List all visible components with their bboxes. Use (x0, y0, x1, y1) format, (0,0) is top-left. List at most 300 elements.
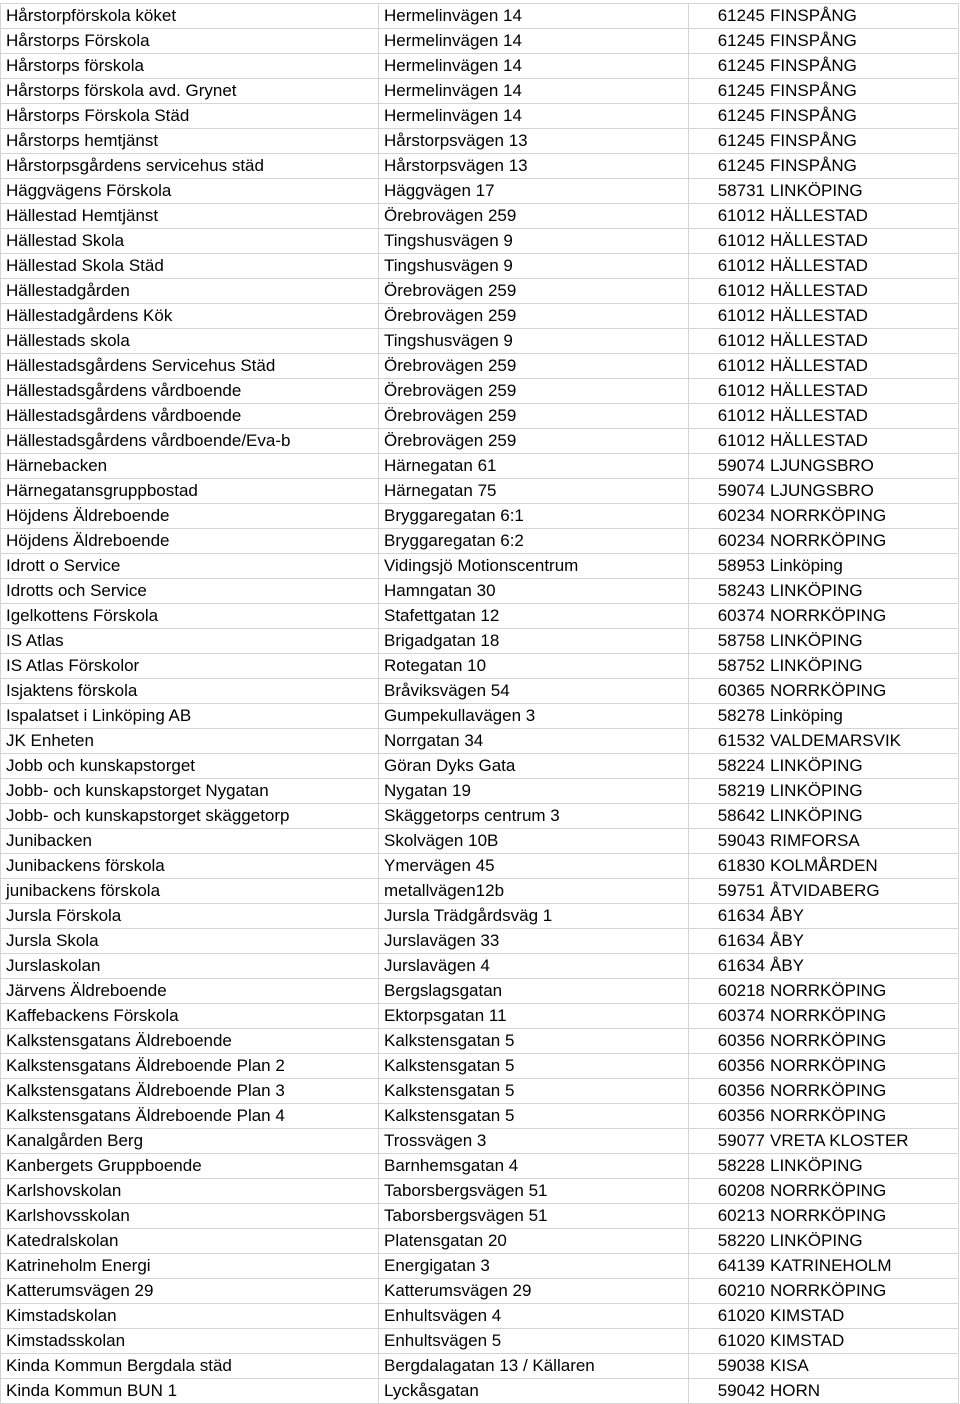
organization-name-cell: Hårstorps förskola (1, 54, 379, 79)
table-row (1, 79, 959, 104)
postal-code: 61830 (717, 856, 765, 875)
postal-code: 61245 (717, 56, 765, 75)
postal-address-cell (689, 379, 959, 404)
postal-code: 58953 (717, 556, 765, 575)
postal-code: 58278 (717, 706, 765, 725)
table-row (1, 54, 959, 79)
city-name: HÄLLESTAD (770, 206, 868, 225)
city-name: FINSPÅNG (770, 6, 857, 25)
organization-name-cell: Kanalgården Berg (1, 1129, 379, 1154)
street-address-cell: Örebrovägen 259 (379, 304, 689, 329)
city-name: FINSPÅNG (770, 56, 857, 75)
city-name: HÄLLESTAD (770, 406, 868, 425)
city-name: HÄLLESTAD (770, 381, 868, 400)
city-name: NORRKÖPING (770, 506, 887, 525)
city-name: NORRKÖPING (770, 1206, 887, 1225)
city-name: NORRKÖPING (770, 1181, 887, 1200)
postal-code: 61012 (717, 331, 765, 350)
postal-address-cell (689, 429, 959, 454)
postal-address-cell (689, 279, 959, 304)
postal-code: 60234 (717, 531, 765, 550)
city-name: FINSPÅNG (770, 31, 857, 50)
street-address-cell: Katterumsvägen 29 (379, 1279, 689, 1304)
postal-code: 61020 (717, 1331, 765, 1350)
table-row (1, 379, 959, 404)
organization-name-cell: Hällestadsgårdens Servicehus Städ (1, 354, 379, 379)
postal-code: 60234 (717, 506, 765, 525)
postal-address-cell (689, 1054, 959, 1079)
city-name: LINKÖPING (770, 581, 863, 600)
postal-code: 58224 (717, 756, 765, 775)
city-name: FINSPÅNG (770, 106, 857, 125)
city-name: HÄLLESTAD (770, 256, 868, 275)
organization-name-cell: junibackens förskola (1, 879, 379, 904)
postal-address-cell (689, 929, 959, 954)
postal-address-cell (689, 679, 959, 704)
table-row (1, 654, 959, 679)
postal-code: 58752 (717, 656, 765, 675)
organization-name-cell: Kanbergets Gruppboende (1, 1154, 379, 1179)
organization-name-cell: Kimstadsskolan (1, 1329, 379, 1354)
postal-code: 61012 (717, 231, 765, 250)
street-address-cell: Nygatan 19 (379, 779, 689, 804)
organization-name-cell: Hällestads skola (1, 329, 379, 354)
organization-name-cell: Jursla Förskola (1, 904, 379, 929)
postal-code: 59042 (717, 1381, 765, 1400)
table-row (1, 1229, 959, 1254)
organization-name-cell: Hårstorps Förskola Städ (1, 104, 379, 129)
organization-name-cell: Hällestadgårdens Kök (1, 304, 379, 329)
postal-code: 58758 (717, 631, 765, 650)
postal-address-cell (689, 1254, 959, 1279)
table-row (1, 429, 959, 454)
street-address-cell: Örebrovägen 259 (379, 204, 689, 229)
street-address-cell: Trossvägen 3 (379, 1129, 689, 1154)
postal-code: 58642 (717, 806, 765, 825)
postal-code: 60356 (717, 1081, 765, 1100)
organization-name-cell: Idrott o Service (1, 554, 379, 579)
table-row (1, 1029, 959, 1054)
organization-name-cell: Jobb- och kunskapstorget Nygatan (1, 779, 379, 804)
street-address-cell: Örebrovägen 259 (379, 379, 689, 404)
organization-name-cell: Kalkstensgatans Äldreboende (1, 1029, 379, 1054)
city-name: LINKÖPING (770, 181, 863, 200)
street-address-cell: Bryggaregatan 6:2 (379, 529, 689, 554)
table-row (1, 579, 959, 604)
postal-code: 61020 (717, 1306, 765, 1325)
postal-code: 60374 (717, 606, 765, 625)
street-address-cell: Jurslavägen 33 (379, 929, 689, 954)
city-name: HÄLLESTAD (770, 281, 868, 300)
table-row (1, 854, 959, 879)
street-address-cell: Bergslagsgatan (379, 979, 689, 1004)
table-row (1, 1304, 959, 1329)
postal-address-cell (689, 1329, 959, 1354)
table-row (1, 1329, 959, 1354)
postal-address-cell (689, 1229, 959, 1254)
street-address-cell: Kalkstensgatan 5 (379, 1054, 689, 1079)
city-name: HÄLLESTAD (770, 331, 868, 350)
postal-address-cell (689, 1004, 959, 1029)
table-row (1, 1129, 959, 1154)
postal-address-cell (689, 829, 959, 854)
postal-code: 60218 (717, 981, 765, 1000)
table-row (1, 929, 959, 954)
organization-name-cell: Jurslaskolan (1, 954, 379, 979)
postal-code: 61245 (717, 156, 765, 175)
postal-address-cell (689, 604, 959, 629)
table-row (1, 679, 959, 704)
organization-name-cell: Hällestadgården (1, 279, 379, 304)
organization-name-cell: Hällestad Hemtjänst (1, 204, 379, 229)
table-row (1, 154, 959, 179)
organization-name-cell: Karlshovsskolan (1, 1204, 379, 1229)
organization-name-cell: Kimstadskolan (1, 1304, 379, 1329)
street-address-cell: Härnegatan 61 (379, 454, 689, 479)
street-address-cell: metallvägen12b (379, 879, 689, 904)
city-name: NORRKÖPING (770, 681, 887, 700)
postal-code: 58220 (717, 1231, 765, 1250)
street-address-cell: Härnegatan 75 (379, 479, 689, 504)
postal-address-cell (689, 329, 959, 354)
postal-address-cell (689, 979, 959, 1004)
table-row (1, 254, 959, 279)
street-address-cell: Energigatan 3 (379, 1254, 689, 1279)
street-address-cell: Skolvägen 10B (379, 829, 689, 854)
postal-code: 60356 (717, 1031, 765, 1050)
street-address-cell: Örebrovägen 259 (379, 429, 689, 454)
street-address-cell: Hermelinvägen 14 (379, 29, 689, 54)
city-name: NORRKÖPING (770, 1056, 887, 1075)
table-row (1, 879, 959, 904)
organization-name-cell: Kalkstensgatans Äldreboende Plan 4 (1, 1104, 379, 1129)
postal-address-cell (689, 354, 959, 379)
postal-address-cell (689, 179, 959, 204)
table-row (1, 529, 959, 554)
table-row (1, 129, 959, 154)
street-address-cell: Göran Dyks Gata (379, 754, 689, 779)
postal-address-cell (689, 904, 959, 929)
city-name: LJUNGSBRO (770, 456, 874, 475)
table-row (1, 804, 959, 829)
organization-name-cell: Hårstorps hemtjänst (1, 129, 379, 154)
city-name: NORRKÖPING (770, 1281, 887, 1300)
postal-code: 60365 (717, 681, 765, 700)
city-name: FINSPÅNG (770, 81, 857, 100)
table-row (1, 704, 959, 729)
postal-code: 60356 (717, 1056, 765, 1075)
postal-address-cell (689, 404, 959, 429)
city-name: HÄLLESTAD (770, 306, 868, 325)
organization-name-cell: Härnebacken (1, 454, 379, 479)
street-address-cell: Kalkstensgatan 5 (379, 1079, 689, 1104)
postal-code: 61012 (717, 281, 765, 300)
table-row (1, 829, 959, 854)
postal-address-cell (689, 1204, 959, 1229)
organization-name-cell: Hällestadsgårdens vårdboende/Eva-b (1, 429, 379, 454)
postal-address-cell (689, 4, 959, 29)
address-table-body (1, 4, 959, 1404)
street-address-cell: Bråviksvägen 54 (379, 679, 689, 704)
table-row (1, 729, 959, 754)
postal-address-cell (689, 629, 959, 654)
table-row (1, 1204, 959, 1229)
street-address-cell: Skäggetorps centrum 3 (379, 804, 689, 829)
street-address-cell: Enhultsvägen 5 (379, 1329, 689, 1354)
postal-address-cell (689, 1129, 959, 1154)
table-row (1, 779, 959, 804)
postal-address-cell (689, 1079, 959, 1104)
postal-address-cell (689, 254, 959, 279)
postal-code: 60210 (717, 1281, 765, 1300)
table-row (1, 1254, 959, 1279)
organization-name-cell: Häggvägens Förskola (1, 179, 379, 204)
table-row (1, 354, 959, 379)
postal-code: 61532 (717, 731, 765, 750)
postal-address-cell (689, 1304, 959, 1329)
postal-code: 64139 (717, 1256, 765, 1275)
table-row (1, 279, 959, 304)
postal-code: 61634 (717, 906, 765, 925)
table-row (1, 329, 959, 354)
city-name: LINKÖPING (770, 781, 863, 800)
organization-name-cell: Järvens Äldreboende (1, 979, 379, 1004)
city-name: VRETA KLOSTER (770, 1131, 909, 1150)
city-name: ÅBY (770, 956, 805, 975)
table-row (1, 1104, 959, 1129)
city-name: ÅTVIDABERG (770, 881, 880, 900)
city-name: KIMSTAD (770, 1306, 845, 1325)
city-name: HÄLLESTAD (770, 231, 868, 250)
postal-code: 59751 (717, 881, 765, 900)
table-row (1, 604, 959, 629)
postal-code: 59043 (717, 831, 765, 850)
city-name: HÄLLESTAD (770, 356, 868, 375)
city-name: RIMFORSA (770, 831, 860, 850)
table-row (1, 1079, 959, 1104)
street-address-cell: Jurslavägen 4 (379, 954, 689, 979)
postal-code: 58228 (717, 1156, 765, 1175)
street-address-cell: Vidingsjö Motionscentrum (379, 554, 689, 579)
street-address-cell: Tingshusvägen 9 (379, 329, 689, 354)
street-address-cell: Rotegatan 10 (379, 654, 689, 679)
city-name: NORRKÖPING (770, 1031, 887, 1050)
postal-address-cell (689, 504, 959, 529)
city-name: KISA (770, 1356, 809, 1375)
postal-code: 61012 (717, 431, 765, 450)
street-address-cell: Hermelinvägen 14 (379, 104, 689, 129)
city-name: LINKÖPING (770, 756, 863, 775)
table-row (1, 629, 959, 654)
postal-code: 60356 (717, 1106, 765, 1125)
street-address-cell: Taborsbergsvägen 51 (379, 1204, 689, 1229)
organization-name-cell: Junibacken (1, 829, 379, 854)
city-name: KIMSTAD (770, 1331, 845, 1350)
organization-name-cell: JK Enheten (1, 729, 379, 754)
city-name: LINKÖPING (770, 631, 863, 650)
postal-code: 59038 (717, 1356, 765, 1375)
street-address-cell: Lyckåsgatan (379, 1379, 689, 1404)
postal-address-cell (689, 1379, 959, 1404)
organization-name-cell: Hällestad Skola (1, 229, 379, 254)
postal-address-cell (689, 954, 959, 979)
street-address-cell: Häggvägen 17 (379, 179, 689, 204)
table-row (1, 4, 959, 29)
table-row (1, 304, 959, 329)
city-name: HORN (770, 1381, 821, 1400)
street-address-cell: Örebrovägen 259 (379, 404, 689, 429)
city-name: NORRKÖPING (770, 981, 887, 1000)
postal-code: 61245 (717, 131, 765, 150)
organization-name-cell: IS Atlas (1, 629, 379, 654)
postal-address-cell (689, 304, 959, 329)
table-row (1, 1279, 959, 1304)
street-address-cell: Brigadgatan 18 (379, 629, 689, 654)
street-address-cell: Enhultsvägen 4 (379, 1304, 689, 1329)
table-row (1, 1179, 959, 1204)
street-address-cell: Hårstorpsvägen 13 (379, 129, 689, 154)
organization-name-cell: Jobb- och kunskapstorget skäggetorp (1, 804, 379, 829)
postal-address-cell (689, 704, 959, 729)
organization-name-cell: Hårstorpsgårdens servicehus städ (1, 154, 379, 179)
table-row (1, 29, 959, 54)
postal-address-cell (689, 804, 959, 829)
organization-name-cell: Katrineholm Energi (1, 1254, 379, 1279)
postal-code: 60374 (717, 1006, 765, 1025)
city-name: LJUNGSBRO (770, 481, 874, 500)
postal-address-cell (689, 1154, 959, 1179)
table-row (1, 504, 959, 529)
table-row (1, 104, 959, 129)
city-name: LINKÖPING (770, 1156, 863, 1175)
city-name: HÄLLESTAD (770, 431, 868, 450)
city-name: NORRKÖPING (770, 1106, 887, 1125)
organization-name-cell: Isjaktens förskola (1, 679, 379, 704)
postal-address-cell (689, 54, 959, 79)
organization-name-cell: Katedralskolan (1, 1229, 379, 1254)
city-name: KATRINEHOLM (770, 1256, 892, 1275)
table-row (1, 1004, 959, 1029)
postal-address-cell (689, 654, 959, 679)
table-row (1, 904, 959, 929)
postal-code: 60208 (717, 1181, 765, 1200)
table-row (1, 179, 959, 204)
table-row (1, 204, 959, 229)
organization-name-cell: Kinda Kommun BUN 1 (1, 1379, 379, 1404)
city-name: NORRKÖPING (770, 531, 887, 550)
postal-address-cell (689, 1179, 959, 1204)
street-address-cell: Stafettgatan 12 (379, 604, 689, 629)
city-name: NORRKÖPING (770, 606, 887, 625)
table-row (1, 979, 959, 1004)
city-name: LINKÖPING (770, 806, 863, 825)
postal-address-cell (689, 1029, 959, 1054)
table-row (1, 404, 959, 429)
street-address-cell: Platensgatan 20 (379, 1229, 689, 1254)
street-address-cell: Tingshusvägen 9 (379, 254, 689, 279)
table-row (1, 954, 959, 979)
postal-code: 59074 (717, 481, 765, 500)
table-row (1, 1154, 959, 1179)
street-address-cell: Hermelinvägen 14 (379, 79, 689, 104)
postal-address-cell (689, 129, 959, 154)
organization-name-cell: Katterumsvägen 29 (1, 1279, 379, 1304)
street-address-cell: Hermelinvägen 14 (379, 54, 689, 79)
organization-name-cell: Kalkstensgatans Äldreboende Plan 2 (1, 1054, 379, 1079)
city-name: ÅBY (770, 906, 805, 925)
postal-code: 61245 (717, 106, 765, 125)
street-address-cell: Hårstorpsvägen 13 (379, 154, 689, 179)
street-address-cell: Bergdalagatan 13 / Källaren (379, 1354, 689, 1379)
postal-address-cell (689, 1354, 959, 1379)
postal-code: 59077 (717, 1131, 765, 1150)
organization-name-cell: Härnegatansgruppbostad (1, 479, 379, 504)
city-name: VALDEMARSVIK (770, 731, 902, 750)
organization-name-cell: Hällestad Skola Städ (1, 254, 379, 279)
postal-address-cell (689, 579, 959, 604)
postal-address-cell (689, 554, 959, 579)
street-address-cell: Hamngatan 30 (379, 579, 689, 604)
organization-name-cell: Ispalatset i Linköping AB (1, 704, 379, 729)
postal-code: 61012 (717, 356, 765, 375)
postal-address-cell (689, 79, 959, 104)
postal-address-cell (689, 529, 959, 554)
table-row (1, 1054, 959, 1079)
organization-name-cell: Kinda Kommun Bergdala städ (1, 1354, 379, 1379)
postal-code: 61012 (717, 306, 765, 325)
organization-name-cell: Igelkottens Förskola (1, 604, 379, 629)
city-name: ÅBY (770, 931, 805, 950)
postal-code: 61634 (717, 931, 765, 950)
table-row (1, 1379, 959, 1404)
postal-address-cell (689, 204, 959, 229)
street-address-cell: Kalkstensgatan 5 (379, 1029, 689, 1054)
postal-address-cell (689, 454, 959, 479)
postal-address-cell (689, 479, 959, 504)
postal-code: 61012 (717, 256, 765, 275)
city-name: Linköping (770, 556, 843, 575)
postal-address-cell (689, 1279, 959, 1304)
organization-name-cell: Höjdens Äldreboende (1, 529, 379, 554)
postal-code: 61245 (717, 31, 765, 50)
postal-code: 61245 (717, 81, 765, 100)
street-address-cell: Kalkstensgatan 5 (379, 1104, 689, 1129)
organization-name-cell: Karlshovskolan (1, 1179, 379, 1204)
street-address-cell: Taborsbergsvägen 51 (379, 1179, 689, 1204)
street-address-cell: Barnhemsgatan 4 (379, 1154, 689, 1179)
organization-name-cell: Hällestadsgårdens vårdboende (1, 404, 379, 429)
postal-address-cell (689, 154, 959, 179)
table-row (1, 229, 959, 254)
table-row (1, 554, 959, 579)
organization-name-cell: Hårstorpförskola köket (1, 4, 379, 29)
city-name: FINSPÅNG (770, 131, 857, 150)
organization-name-cell: Idrotts och Service (1, 579, 379, 604)
postal-address-cell (689, 229, 959, 254)
organization-name-cell: Kalkstensgatans Äldreboende Plan 3 (1, 1079, 379, 1104)
postal-code: 59074 (717, 456, 765, 475)
table-row (1, 754, 959, 779)
postal-code: 58731 (717, 181, 765, 200)
postal-code: 61012 (717, 406, 765, 425)
postal-code: 61634 (717, 956, 765, 975)
postal-address-cell (689, 1104, 959, 1129)
postal-address-cell (689, 779, 959, 804)
street-address-cell: Ektorpsgatan 11 (379, 1004, 689, 1029)
city-name: LINKÖPING (770, 656, 863, 675)
organization-name-cell: Junibackens förskola (1, 854, 379, 879)
city-name: Linköping (770, 706, 843, 725)
